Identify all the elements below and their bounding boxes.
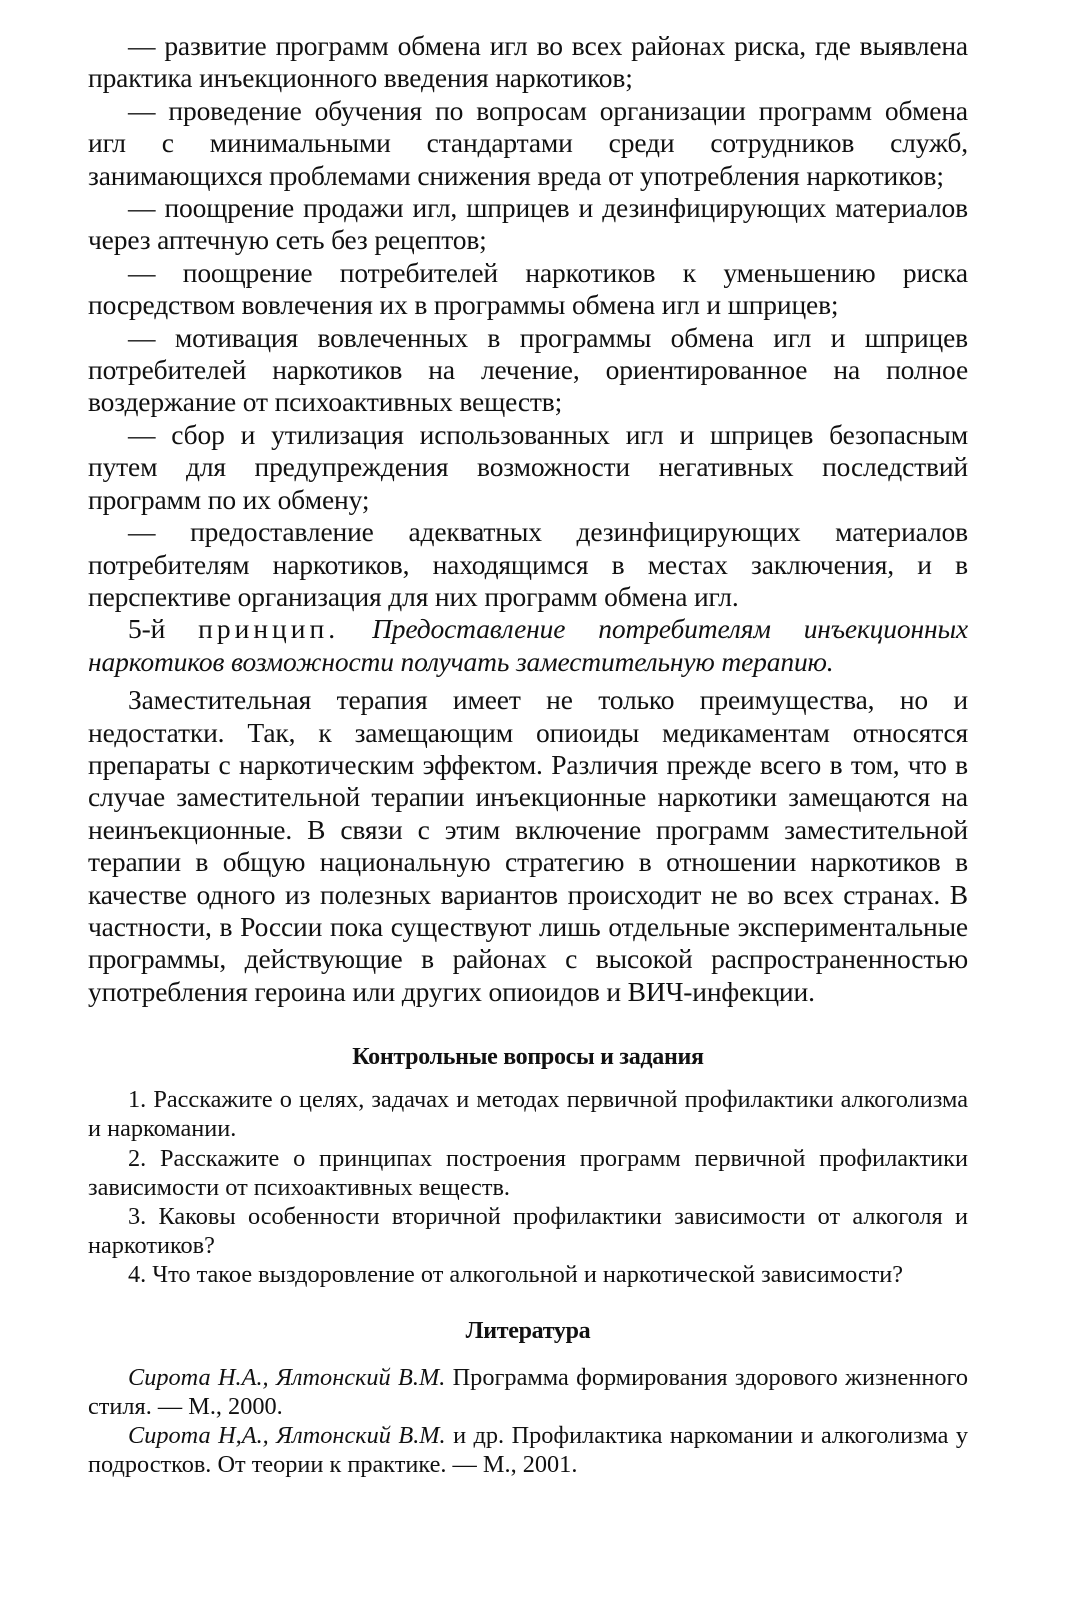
literature-authors: Сирота Н,А., Ялтонский В.М. xyxy=(128,1422,446,1450)
literature-heading: Литература xyxy=(465,1317,591,1344)
literature-item xyxy=(88,1363,968,1421)
measure-item: — проведение обучения по вопросам организации программ обмена игл с минимальными стандартами среди сотрудников служб, занимающихся проблемами снижения вреда от употребления наркотиков; xyxy=(88,94,968,191)
literature-authors: Сирота Н.А., Ялтонский В.М. xyxy=(128,1363,446,1391)
measure-item: — поощрение потребителей наркотиков к уменьшению риска посредством вовлечения их в программы обмена игл и шприцев; xyxy=(88,256,968,321)
questions-heading: Контрольные вопросы и задания xyxy=(352,1044,704,1071)
main-text xyxy=(88,30,968,1008)
measure-item: — поощрение продажи игл, шприцев и дезинфицирующих материалов через аптечную сеть без рецептов; xyxy=(88,192,968,256)
literature-list xyxy=(88,1363,968,1480)
measure-item: — сбор и утилизация использованных игл и шприцев безопасным путем для предупреждения возможности негативных последствий программ по их обмену; xyxy=(88,418,968,515)
literature-text: Программа формирования здорового жизненного стиля. — М., 2000. xyxy=(88,1363,968,1420)
measure-item: — предоставление адекватных дезинфицирующих материалов потребителям наркотиков, находящимся в местах заключения, и в перспективе организация для них программ обмена игл. xyxy=(88,516,968,612)
literature-text: и др. Профилактика наркомании и алкоголизма у подростков. От теории к практике. — М., 2001. xyxy=(88,1422,968,1479)
body-paragraph: Заместительная терапия имеет не только преимущества, но и недостатки. Так, к замещающим опиоиды медикаментам относятся препараты с наркотическим эффектом. Различия прежде всего в том, что в случае заместительной терапии инъекционные наркотики замещаются на неинъекционные. В связи с этим включение программ заместительной терапии в общую национальную стратегию в отношении наркотиков в качестве одного из полезных вариантов происходит не во всех странах. В частности, в России пока существуют лишь отдельные экспериментальные программы, действующие в районах с высокой распространенностью употребления героина или других опиоидов и ВИЧ-инфекции. xyxy=(88,684,968,1007)
literature-item xyxy=(88,1421,968,1479)
principle-label: принцип. xyxy=(198,613,340,645)
principle-number: 5-й xyxy=(128,613,166,645)
measure-item: — развитие программ обмена игл во всех районах риска, где выявлена практика инъекционного введения наркотиков; xyxy=(88,30,968,94)
principle-title: Предоставление потребителям инъекционных наркотиков возможности получать заместительную терапию. xyxy=(88,613,968,677)
principle-paragraph xyxy=(88,613,968,678)
question-item: 2. Расскажите о принципах построения программ первичной профилактики зависимости от психоактивных веществ. xyxy=(88,1144,968,1201)
measure-item: — мотивация вовлеченных в программы обмена игл и шприцев потребителей наркотиков на лечение, ориентированное на полное воздержание от психоактивных веществ; xyxy=(88,321,968,418)
document-page xyxy=(88,30,968,1479)
question-item: 4. Что такое выздоровление от алкогольной и наркотической зависимости? xyxy=(128,1261,904,1289)
questions-list xyxy=(88,1085,968,1289)
question-item: 1. Расскажите о целях, задачах и методах первичной профилактики алкоголизма и наркомании. xyxy=(88,1086,968,1143)
question-item: 3. Каковы особенности вторичной профилактики зависимости от алкоголя и наркотиков? xyxy=(88,1203,968,1260)
